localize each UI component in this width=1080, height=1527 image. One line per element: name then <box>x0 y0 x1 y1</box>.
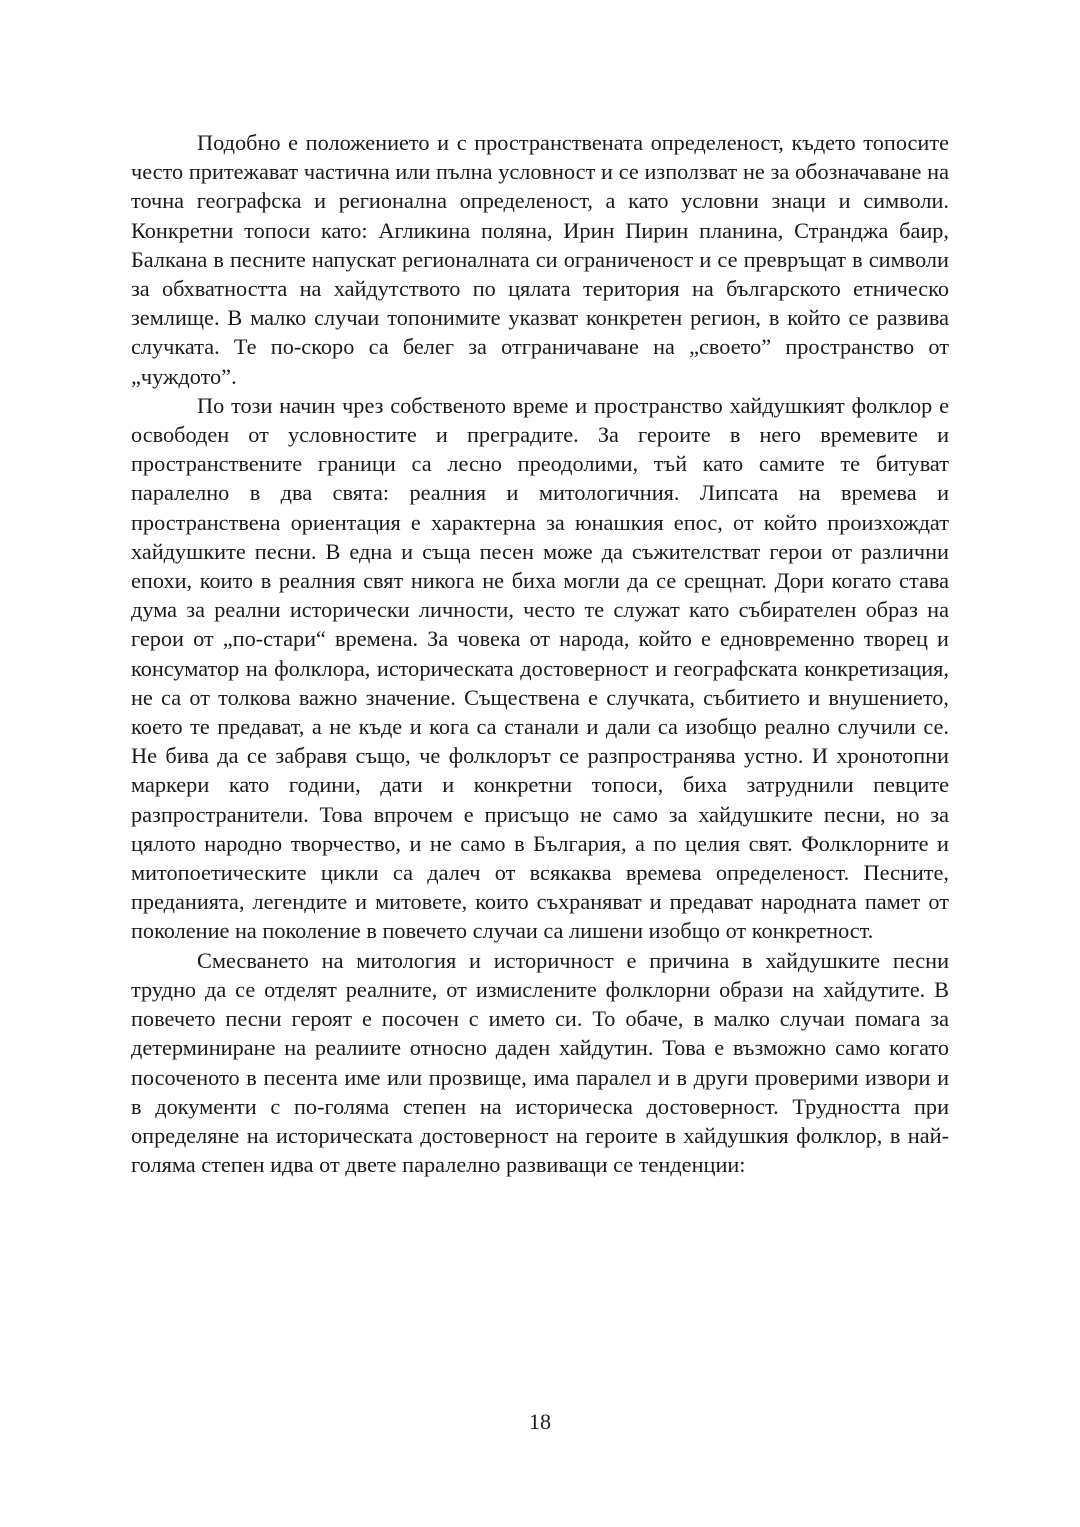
paragraph-time-and-space: По този начин чрез собственото време и пространство хайдушкият фолклор е освободен от условностите и преградите. За героите в него времевите и пространствените граници са лесно преодолими, тъй като самите те битуват паралелно в два свята: реалния и митологичния. Липсата на времева и пространствена ориентация е характерна за юнашкия епос, от който произхождат хайдушките песни. В една и съща песен може да съжителстват герои от различни епохи, които в реалния свят никога не биха могли да се срещнат. Дори когато става дума за реални исторически личности, често те служат като събирателен образ на герои от „по-стари“ времена. За човека от народа, който е едновременно творец и консуматор на фолклора, историческата достоверност и географската конкретизация, не са от толкова важно значение. Съществена е случката, събитието и внушението, което те предават, а не къде и кога са станали и дали са изобщо реално случили се. Не бива да се забравя също, че фолклорът се разпространява устно. И хронотопни маркери като години, дати и конкретни топоси, биха затруднили певците разпространители. Това впрочем е присъщо не само за хайдушките песни, но за цялото народно творчество, и не само в България, а по целия свят. Фолклорните и митопоетическите цикли са далеч от всякаква времева определеност. Песните, преданията, легендите и митовете, които съхраняват и предават народната памет от поколение на поколение в повечето случаи са лишени изобщо от конкретност. <box>131 392 949 944</box>
body-text <box>131 128 949 1179</box>
page-number: 18 <box>529 1409 551 1434</box>
paragraph-spatial-definiteness: Подобно е положението и с пространствената определеност, където топосите често притежават частична или пълна условност и се използват не за обозначаване на точна географска и регионална определеност, а като условни знаци и символи. Конкретни топоси като: Агликина поляна, Ирин Пирин планина, Странджа баир, Балкана в песните напускат регионалната си ограниченост и се превръщат в символи за обхватността на хайдутството по цялата територия на българското етническо землище. В малко случаи топонимите указват конкретен регион, в който се развива случката. Те по-скоро са белег за отграничаване на „своето” пространство от „чуждото”. <box>131 130 949 389</box>
paragraph-mythology-and-history: Смесването на митология и историчност е причина в хайдушките песни трудно да се отделят реалните, от измислените фолклорни образи на хайдутите. В повечето песни героят е посочен с името си. То обаче, в малко случаи помага за детерминиране на реалиите относно даден хайдутин. Това е възможно само когато посоченото в песента име или прозвище, има паралел и в други проверими извори и в документи с по-голяма степен на историческа достоверност. Трудността при определяне на историческата достоверност на героите в хайдушкия фолклор, в най-голяма степен идва от двете паралелно развиващи се тенденции: <box>131 947 949 1178</box>
